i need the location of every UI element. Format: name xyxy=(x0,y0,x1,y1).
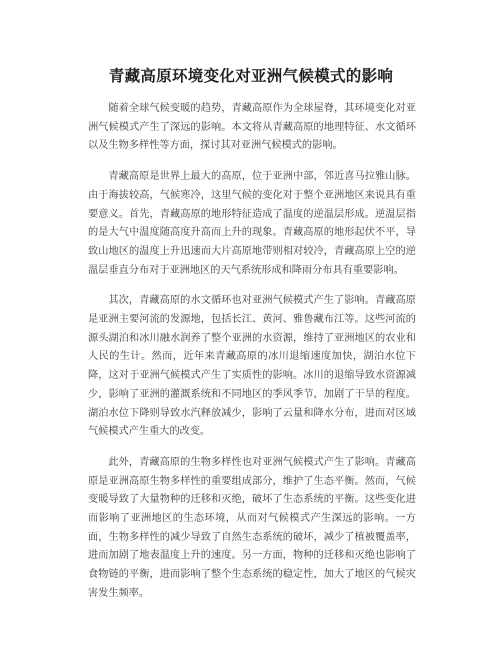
page-title: 青藏高原环境变化对亚洲气候模式的影响 xyxy=(108,67,394,85)
paragraph-intro: 随着全球气候变暖的趋势，青藏高原作为全球屋脊，其环境变化对亚洲气候模式产生了深远的影响。本文将从青藏高原的地理特征、水文循环以及生物多样性等方面，探讨其对亚洲气候模式的影响。 xyxy=(88,103,416,152)
paragraph-hydrology: 其次，青藏高原的水文循环也对亚洲气候模式产生了影响。青藏高原是亚洲主要河流的发源地，包括长江、黄河、雅鲁藏布江等。这些河流的源头湖泊和冰川融水润养了整个亚洲的水资源，维持了亚洲地区的农业和人民的生计。然而，近年来青藏高原的冰川退缩速度加快，湖泊水位下降，这对于亚洲气候模式产生了实质性的影响。冰川的退缩导致水资源减少，影响了亚洲的灌溉系统和不同地区的季风季节，加剧了干旱的程度。湖泊水位下降则导致水汽释放减少，影响了云量和降水分布，进而对区域气候模式产生重大的改变。 xyxy=(88,295,416,438)
paragraph-biodiversity: 此外，青藏高原的生物多样性也对亚洲气候模式产生了影响。青藏高原是亚洲高原生物多样性的重要组成部分，维护了生态平衡。然而，气候变暖导致了大量物种的迁移和灭绝，破坏了生态系统的平衡。这些变化进而影响了亚洲地区的生态环境，从而对气候模式产生深远的影响。一方面，生物多样性的减少导致了自然生态系统的破坏，减少了植被覆盖率，进而加剧了地表温度上升的速度。另一方面，物种的迁移和灭绝也影响了食物链的平衡，进而影响了整个生态系统的稳定性，加大了地区的气候灾害发生频率。 xyxy=(88,456,416,599)
document-body xyxy=(88,100,416,616)
paragraph-geography: 青藏高原是世界上最大的高原，位于亚洲中部，邻近喜马拉雅山脉。由于海拔较高，气候寒冷，这里气候的变化对于整个亚洲地区来说具有重要意义。首先，青藏高原的地形特征造成了温度的逆温层形成。逆温层指的是大气中温度随高度升高而上升的现象。青藏高原的地形起伏不平，导致山地区的温度上升迅速而大片高原地带则相对较冷，青藏高原上空的逆温层垂直分布对于亚洲地区的天气系统形成和降雨分布具有重要影响。 xyxy=(88,171,416,276)
